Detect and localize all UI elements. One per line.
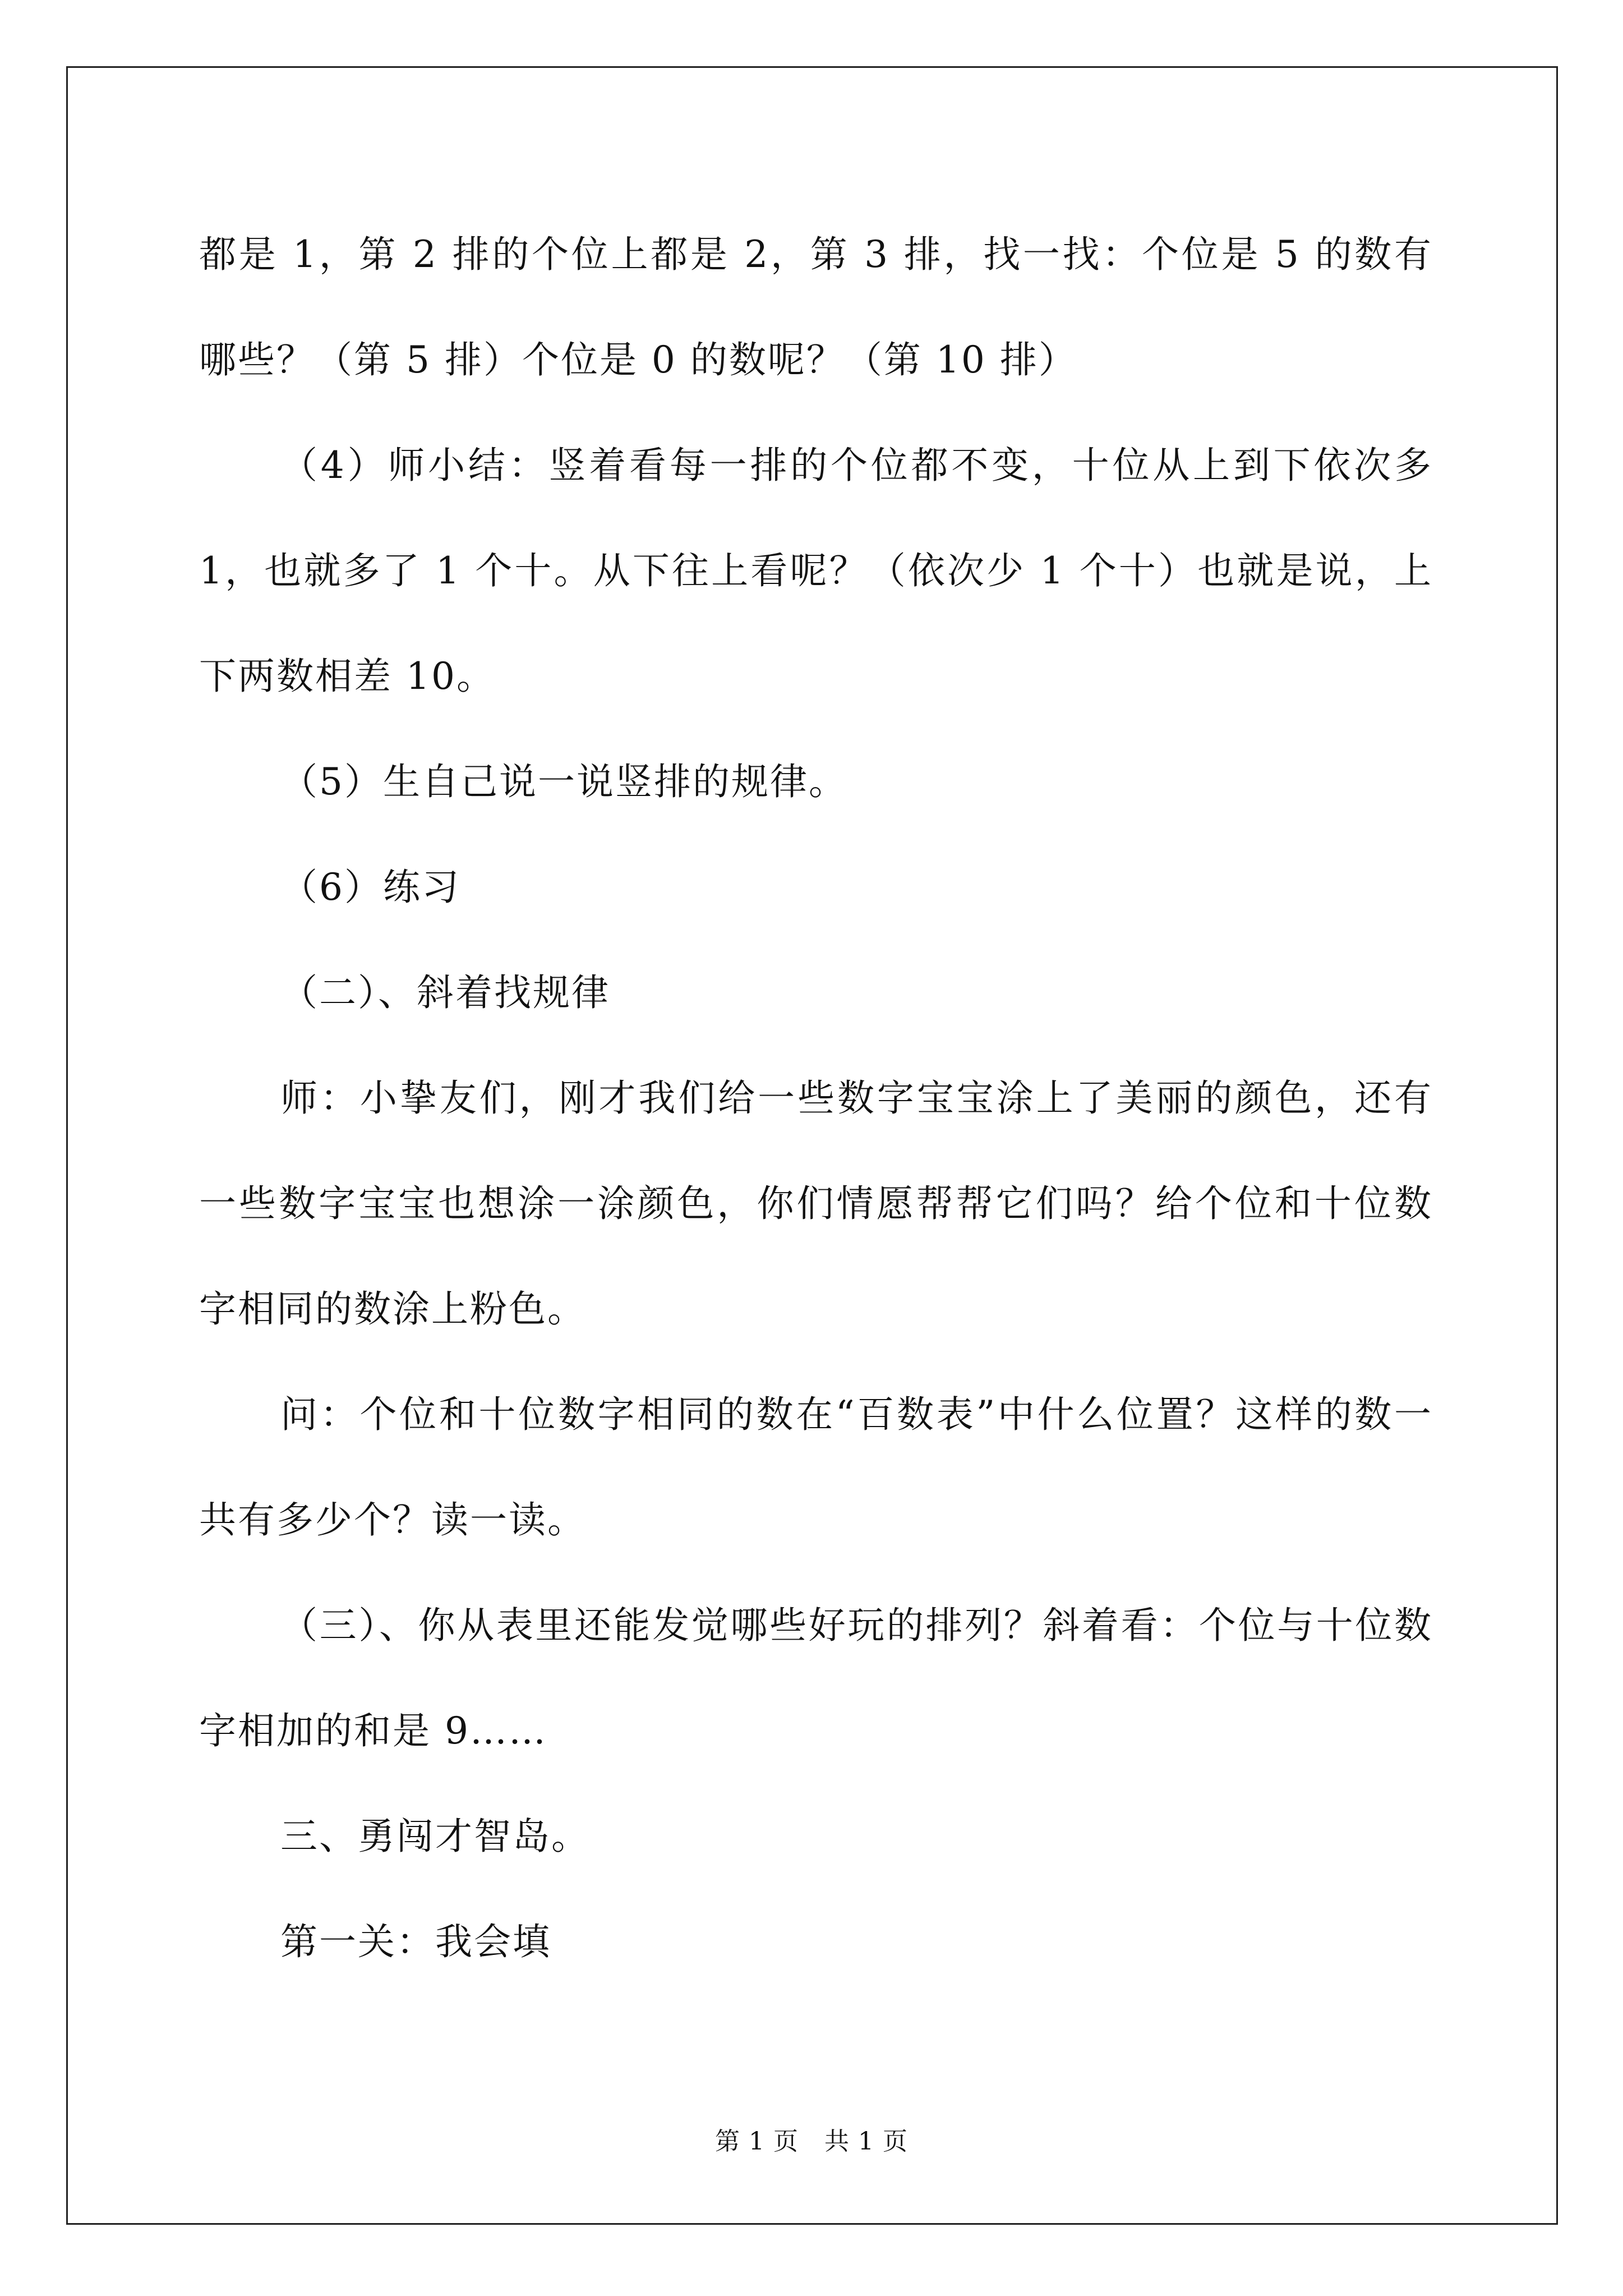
paragraph-4: （6）练习 xyxy=(280,866,460,909)
paragraph-9: 三、勇闯才智岛。 xyxy=(280,1815,590,1858)
paragraph-6: 师：小挚友们，刚才我们给一些数字宝宝涂上了美丽的颜色，还有一些数字宝宝也想涂一涂颜色，你们情愿帮帮它们吗？给个位和十位数字相同的数涂上粉色。 xyxy=(199,1076,1433,1331)
paragraph-5: （二）、斜着找规律 xyxy=(280,971,610,1014)
page-footer xyxy=(0,2125,1623,2159)
paragraph-7: 问：个位和十位数字相同的数在“百数表”中什么位置？这样的数一共有多少个？读一读。 xyxy=(199,1393,1433,1542)
page-number-current: 第 1 页 xyxy=(715,2127,799,2156)
paragraph-2: （4）师小结：竖着看每一排的个位都不变，十位从上到下依次多 1，也就多了 1 个十。从下往上看呢？（依次少 1 个十）也就是说，上下两数相差 10。 xyxy=(199,444,1433,698)
page-number-total: 共 1 页 xyxy=(824,2127,908,2156)
paragraph-1: 都是 1，第 2 排的个位上都是 2，第 3 排，找一找：个位是 5 的数有哪些？（第 5 排）个位是 0 的数呢？（第 10 排） xyxy=(199,233,1433,381)
paragraph-3: （5）生自己说一说竖排的规律。 xyxy=(280,760,847,803)
paragraph-8: （三）、你从表里还能发觉哪些好玩的排列？斜着看：个位与十位数字相加的和是 9…… xyxy=(199,1604,1433,1752)
paragraph-10: 第一关：我会填 xyxy=(280,1920,551,1963)
document-body xyxy=(199,202,1433,1995)
